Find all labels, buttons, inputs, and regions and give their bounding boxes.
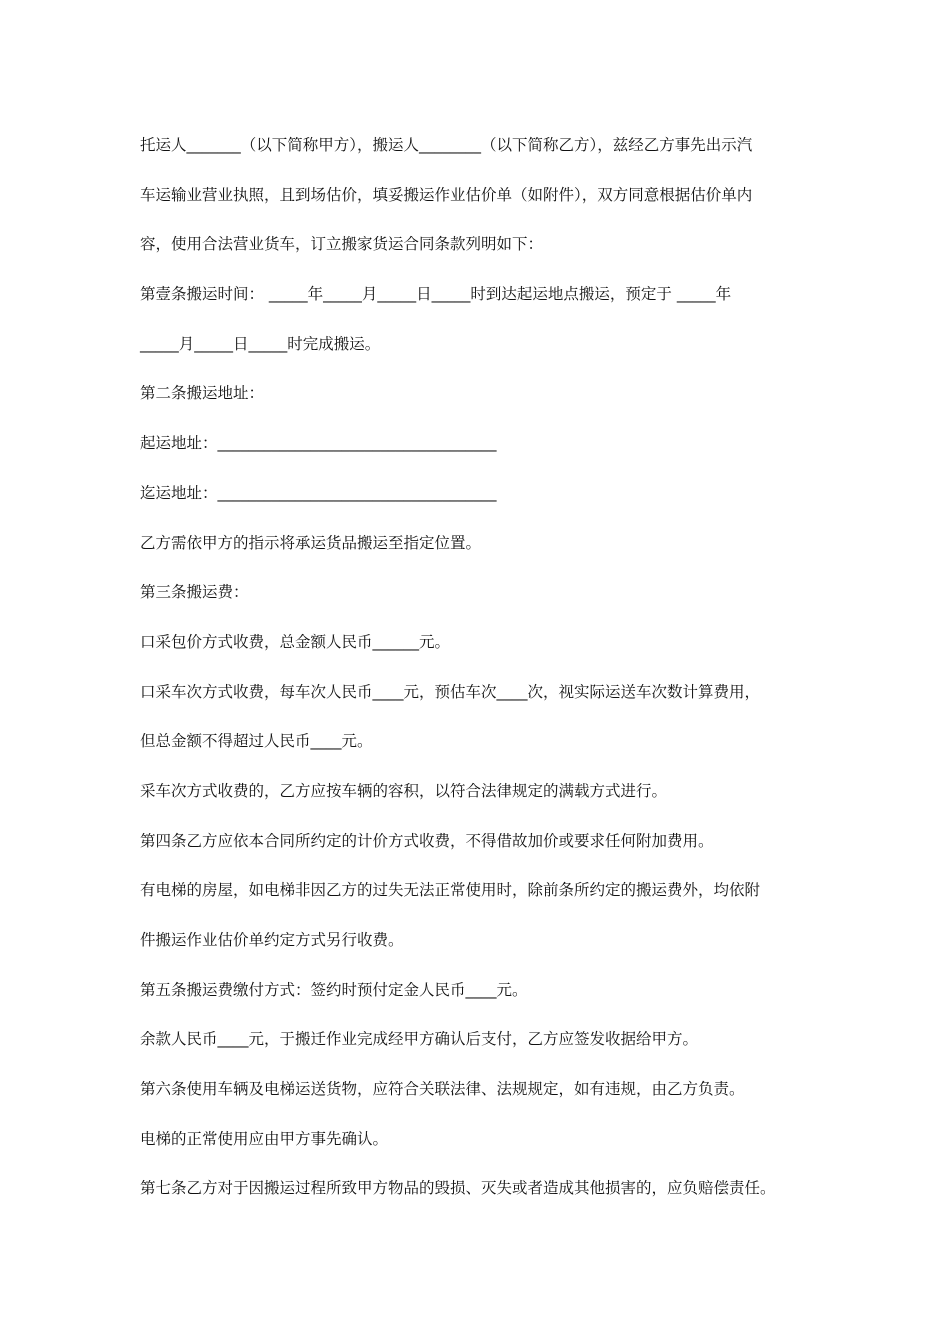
text-line: _____月_____日_____时完成搬运。	[140, 334, 381, 353]
clause-5-line: 第五条搬运费缴付方式：签约时预付定金人民币____元。	[140, 980, 528, 999]
clause-4-line: 第四条乙方应依本合同所约定的计价方式收费，不得借故加价或要求任何附加费用。	[140, 831, 714, 850]
text-line: 余款人民币____元，于搬迁作业完成经甲方确认后支付，乙方应签发收据给甲方。	[140, 1030, 699, 1049]
origin-address-line: 起运地址：____________________________________	[140, 434, 497, 453]
clause-3-heading: 第三条搬运费：	[140, 583, 249, 602]
text-line: 电梯的正常使用应由甲方事先确认。	[140, 1129, 389, 1148]
text-line: 采车次方式收费的，乙方应按车辆的容积，以符合法律规定的满载方式进行。	[140, 781, 668, 800]
contract-body	[140, 131, 820, 1224]
clause-6-line: 第六条使用车辆及电梯运送货物，应符合关联法律、法规规定，如有违规，由乙方负责。	[140, 1080, 745, 1099]
text-line: 托运人_______（以下简称甲方），搬运人________（以下简称乙方），兹经乙方事先出示汽	[140, 136, 753, 154]
text-line: 车运输业营业执照，且到场估价，填妥搬运作业估价单（如附件），双方同意根据估价单内	[140, 185, 753, 204]
text-line: 有电梯的房屋，如电梯非因乙方的过失无法正常使用时，除前条所约定的搬运费外，均依附	[140, 881, 761, 900]
clause-7-line: 第七条乙方对于因搬运过程所致甲方物品的毁损、灭失或者造成其他损害的，应负赔偿责任。	[140, 1179, 776, 1198]
clause-1-line: 第壹条搬运时间： _____年_____月_____日_____时到达起运地点搬运，预定于 _____年	[140, 285, 732, 304]
text-line: 容，使用合法营业货车，订立搬家货运合同条款列明如下：	[140, 235, 544, 254]
text-line: 乙方需依甲方的指示将承运货品搬运至指定位置。	[140, 533, 482, 552]
destination-address-line: 迄运地址：____________________________________	[140, 483, 497, 502]
clause-2-heading: 第二条搬运地址：	[140, 384, 265, 403]
option-per-trip: 口采车次方式收费，每车次人民币____元，预估车次____次，视实际运送车次数计算费用，	[140, 682, 761, 701]
text-line: 但总金额不得超过人民币____元。	[140, 732, 373, 751]
option-lump-sum: 口采包价方式收费，总金额人民币______元。	[140, 632, 451, 651]
text-line: 件搬运作业估价单约定方式另行收费。	[140, 931, 404, 949]
